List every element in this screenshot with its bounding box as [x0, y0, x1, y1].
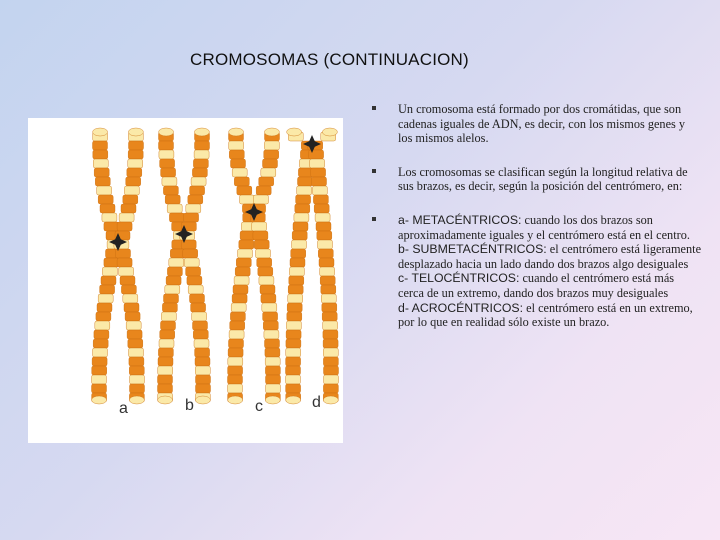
chromosome-band	[98, 294, 113, 303]
chromosome-band	[191, 303, 206, 312]
chromosome-band	[94, 330, 109, 339]
chromosome-band	[126, 177, 141, 186]
chromosome-band	[127, 330, 142, 339]
chromosome-band	[262, 303, 277, 312]
chromosome-band	[228, 348, 243, 357]
chromosome-band	[130, 384, 145, 393]
chromosome-band	[289, 267, 304, 276]
chromosome-cap	[92, 396, 107, 404]
chromosome-band	[92, 357, 107, 366]
chromosome-band	[166, 276, 181, 285]
chromosome-band	[265, 348, 280, 357]
chromosome-band	[160, 330, 175, 339]
chromosome-band	[296, 195, 311, 204]
chromosome-band	[318, 240, 333, 249]
chromosome-band	[254, 195, 269, 204]
chromosome-band	[184, 258, 199, 267]
chromosome-band	[186, 204, 201, 213]
chromosome-band	[121, 285, 136, 294]
chromosome-band	[312, 186, 327, 195]
chromosome-band	[266, 384, 281, 393]
chromosome-band	[158, 366, 173, 375]
chromosome-band	[289, 276, 304, 285]
chromosome-band	[169, 213, 184, 222]
chromosome-band	[124, 303, 139, 312]
chromosome-band	[195, 366, 210, 375]
chromosome-band	[162, 177, 177, 186]
chromosome-label-d: d	[312, 394, 321, 411]
chromosome-band	[229, 330, 244, 339]
chromosome-cap	[229, 128, 244, 136]
chromosome-band	[317, 231, 332, 240]
chromosome-cap	[286, 396, 301, 404]
chromosome-acrocentric	[286, 128, 339, 404]
chromosome-band	[229, 339, 244, 348]
chromosome-band	[158, 375, 173, 384]
chromosome-band	[191, 177, 206, 186]
chromosome-band	[164, 294, 179, 303]
chromosome-band	[184, 213, 199, 222]
chromosome-band	[265, 366, 280, 375]
chromosome-band	[95, 177, 110, 186]
chromosome-band	[159, 339, 174, 348]
chromosome-band	[158, 384, 173, 393]
bullet-icon	[372, 169, 376, 173]
chromosome-band	[92, 375, 107, 384]
chromosome-band	[159, 141, 174, 150]
chromosome-band	[160, 159, 175, 168]
chromosome-band	[288, 285, 303, 294]
chromosome-band	[196, 375, 211, 384]
submetacentric-text: el centrómero está ligeramente desplazado hacia un lado dando dos brazos algo desiguales	[398, 242, 702, 271]
chromosome-band	[183, 249, 198, 258]
chromosome-band	[196, 384, 211, 393]
chromosome-band	[161, 321, 176, 330]
chromosome-band	[190, 186, 205, 195]
chromosome-band	[120, 276, 135, 285]
chromosome-band	[322, 312, 337, 321]
chromosome-band	[291, 249, 306, 258]
bullet-item	[372, 102, 702, 146]
chromosome-band	[236, 258, 251, 267]
chromosome-band	[161, 168, 176, 177]
chromosome-cap	[195, 396, 210, 404]
bullet-item	[372, 213, 702, 330]
chromosome-band	[128, 159, 143, 168]
chromosome-band	[321, 285, 336, 294]
chromosome-band	[187, 276, 202, 285]
chromosome-band	[318, 249, 333, 258]
chromosome-cap	[287, 128, 302, 136]
chromosome-band	[188, 195, 203, 204]
chromosome-band	[188, 285, 203, 294]
chromosome-band	[286, 366, 301, 375]
chromosome-band	[292, 240, 307, 249]
chromosome-band	[190, 294, 205, 303]
chromosome-band	[239, 240, 254, 249]
chromosome-band	[93, 150, 108, 159]
chromosome-band	[128, 150, 143, 159]
chromosome-band	[287, 312, 302, 321]
chromosome-band	[321, 294, 336, 303]
chromosome-band	[100, 204, 115, 213]
chromosome-band	[235, 267, 250, 276]
chromosome-band	[94, 168, 109, 177]
chromosome-band	[129, 141, 144, 150]
chromosome-band	[311, 168, 326, 177]
chromosome-cap	[322, 128, 337, 136]
chromosome-band	[121, 204, 136, 213]
chromosome-band	[232, 294, 247, 303]
bullet-list	[372, 102, 702, 349]
metacentric-label: a- METACÉNTRICOS:	[398, 212, 522, 227]
chromosome-cap	[264, 128, 279, 136]
chromosome-band	[228, 384, 243, 393]
chromosome-band	[237, 186, 252, 195]
chromosome-band	[193, 159, 208, 168]
chromosome-submetacentric	[158, 128, 211, 404]
chromosome-band	[167, 204, 182, 213]
chromosome-band	[165, 285, 180, 294]
chromosome-band	[263, 321, 278, 330]
chromosome-band	[323, 357, 338, 366]
chromosome-band	[194, 150, 209, 159]
chromosome-band	[228, 357, 243, 366]
chromosome-illustration	[28, 118, 343, 443]
chromosome-band	[259, 276, 274, 285]
chromosome-band	[195, 357, 210, 366]
chromosome-band	[119, 267, 134, 276]
submetacentric-label: b- SUBMETACÉNTRICOS:	[398, 242, 547, 257]
chromosome-band	[126, 321, 141, 330]
telocentric-label: c- TELOCÉNTRICOS:	[398, 271, 520, 286]
chromosome-band	[230, 312, 245, 321]
chromosome-band	[123, 294, 138, 303]
bullet-item	[372, 165, 702, 194]
chromosome-band	[263, 312, 278, 321]
chromosome-band	[123, 195, 138, 204]
chromosome-band	[93, 339, 108, 348]
chromosome-band	[192, 168, 207, 177]
chromosome-band	[102, 267, 117, 276]
chromosome-band	[233, 285, 248, 294]
chromosome-band	[162, 303, 177, 312]
chromosome-band	[195, 348, 210, 357]
chromosome-band	[324, 366, 339, 375]
chromosome-band	[193, 330, 208, 339]
chromosome-band	[128, 339, 143, 348]
chromosome-figure	[28, 118, 343, 443]
chromosome-band	[127, 168, 142, 177]
chromosome-band	[290, 258, 305, 267]
chromosome-band	[322, 303, 337, 312]
chromosome-band	[286, 357, 301, 366]
chromosome-band	[161, 312, 176, 321]
chromosome-band	[104, 258, 119, 267]
chromosome-cap	[158, 396, 173, 404]
bullet-icon	[372, 106, 376, 110]
chromosome-cap	[265, 396, 280, 404]
chromosome-band	[298, 177, 313, 186]
chromosome-cap	[323, 396, 338, 404]
chromosome-band	[129, 348, 144, 357]
chromosome-band	[266, 375, 281, 384]
chromosome-band	[286, 384, 301, 393]
chromosome-band	[193, 321, 208, 330]
chromosome-band	[92, 384, 107, 393]
chromosome-cap	[159, 128, 174, 136]
chromosome-band	[295, 204, 310, 213]
chromosome-band	[257, 258, 272, 267]
chromosome-band	[234, 276, 249, 285]
chromosome-cap	[129, 396, 144, 404]
chromosome-band	[117, 222, 132, 231]
chromosome-band	[93, 141, 108, 150]
chromosome-band	[252, 222, 267, 231]
chromosome-band	[119, 213, 134, 222]
chromosome-band	[260, 285, 275, 294]
chromosome-band	[93, 348, 108, 357]
chromosome-band	[195, 141, 210, 150]
bullet-text: Un cromosoma está formado por dos cromátidas, que son cadenas iguales de ADN, es decir, con los mismos genes y los mismos alelos.	[398, 102, 686, 146]
chromosome-band	[264, 330, 279, 339]
chromosome-metacentric	[92, 128, 145, 404]
acrocentric-text: el centrómero está en un extremo, por lo que en realidad sólo existe un brazo.	[398, 300, 693, 330]
chromosome-band	[264, 150, 279, 159]
chromosome-band	[293, 222, 308, 231]
chromosome-band	[310, 159, 325, 168]
chromosome-band	[100, 285, 115, 294]
chromosome-band	[158, 357, 173, 366]
chromosome-band	[316, 222, 331, 231]
chromosome-band	[256, 249, 271, 258]
chromosome-band	[286, 339, 301, 348]
chromosome-band	[323, 339, 338, 348]
chromosome-cap	[128, 128, 143, 136]
chromosome-band	[104, 222, 119, 231]
chromosome-band	[259, 177, 274, 186]
chromosome-band	[194, 339, 209, 348]
chromosome-band	[324, 375, 339, 384]
chromosome-band	[97, 303, 112, 312]
chromosome-band	[254, 240, 269, 249]
chromosome-band	[286, 330, 301, 339]
chromosome-band	[230, 321, 245, 330]
chromosome-band	[165, 195, 180, 204]
chromosome-band	[159, 150, 174, 159]
chromosome-band	[231, 303, 246, 312]
chromosome-band	[297, 186, 312, 195]
chromosome-band	[265, 339, 280, 348]
chromosome-band	[163, 186, 178, 195]
chromosome-band	[238, 249, 253, 258]
chromosome-band	[96, 312, 111, 321]
chromosome-label-b: b	[185, 397, 194, 414]
chromosome-band	[95, 321, 110, 330]
slide-title: CROMOSOMAS (CONTINUACION)	[190, 50, 469, 69]
chromosome-band	[264, 141, 279, 150]
chromosome-band	[102, 213, 117, 222]
chromosome-telocentric	[228, 128, 281, 404]
chromosome-band	[192, 312, 207, 321]
chromosome-band	[124, 186, 139, 195]
chromosome-band	[93, 159, 108, 168]
chromosome-band	[286, 348, 301, 357]
chromosome-band	[309, 150, 324, 159]
telocentric-text: cuando el centrómero está más cerca de un extremo, dando dos brazos muy desiguales	[398, 271, 675, 300]
chromosome-band	[319, 258, 334, 267]
chromosome-label-a: a	[119, 400, 128, 417]
chromosome-band	[97, 186, 112, 195]
chromosome-band	[258, 267, 273, 276]
chromosome-cap	[194, 128, 209, 136]
chromosome-band	[256, 186, 271, 195]
chromosome-band	[292, 231, 307, 240]
chromosome-band	[228, 366, 243, 375]
chromosome-band	[125, 312, 140, 321]
chromosome-band	[320, 276, 335, 285]
chromosome-band	[312, 177, 327, 186]
chromosome-band	[323, 321, 338, 330]
chromosome-band	[323, 330, 338, 339]
chromosome-band	[130, 375, 145, 384]
chromosome-band	[263, 159, 278, 168]
chromosome-band	[323, 384, 338, 393]
chromosome-band	[320, 267, 335, 276]
chromosome-band	[286, 321, 301, 330]
chromosome-band	[231, 159, 246, 168]
chromosome-band	[261, 168, 276, 177]
chromosome-band	[169, 258, 184, 267]
chromosome-band	[234, 177, 249, 186]
chromosome-band	[323, 348, 338, 357]
bullet-text: Los cromosomas se clasifican según la longitud relativa de sus brazos, es decir, según la posición del centrómero, en:	[398, 164, 688, 194]
chromosome-label-c: c	[255, 398, 263, 415]
chromosome-band	[315, 213, 330, 222]
chromosome-band	[265, 357, 280, 366]
chromosome-band	[228, 375, 243, 384]
chromosome-band	[101, 276, 116, 285]
chromosome-band	[229, 141, 244, 150]
chromosome-band	[294, 213, 309, 222]
chromosome-band	[186, 267, 201, 276]
chromosome-cap	[228, 396, 243, 404]
chromosome-band	[92, 366, 107, 375]
chromosome-band	[98, 195, 113, 204]
bullet-icon	[372, 217, 376, 221]
chromosome-band	[240, 195, 255, 204]
chromosome-band	[167, 267, 182, 276]
chromosome-band	[313, 195, 328, 204]
chromosome-band	[232, 168, 247, 177]
metacentric-text: cuando los dos brazos son aproximadamente iguales y el centrómero está en el centro.	[398, 212, 690, 242]
chromosome-band	[287, 303, 302, 312]
chromosome-band	[314, 204, 329, 213]
chromosome-band	[286, 375, 301, 384]
chromosome-cap	[93, 128, 108, 136]
chromosome-band	[261, 294, 276, 303]
chromosome-band	[129, 366, 144, 375]
chromosome-band	[229, 150, 244, 159]
chromosome-band	[158, 348, 173, 357]
chromosome-band	[253, 231, 268, 240]
acrocentric-label: d- ACROCÉNTRICOS:	[398, 300, 524, 315]
chromosome-band	[117, 258, 132, 267]
chromosome-band	[129, 357, 144, 366]
chromosome-band	[288, 294, 303, 303]
